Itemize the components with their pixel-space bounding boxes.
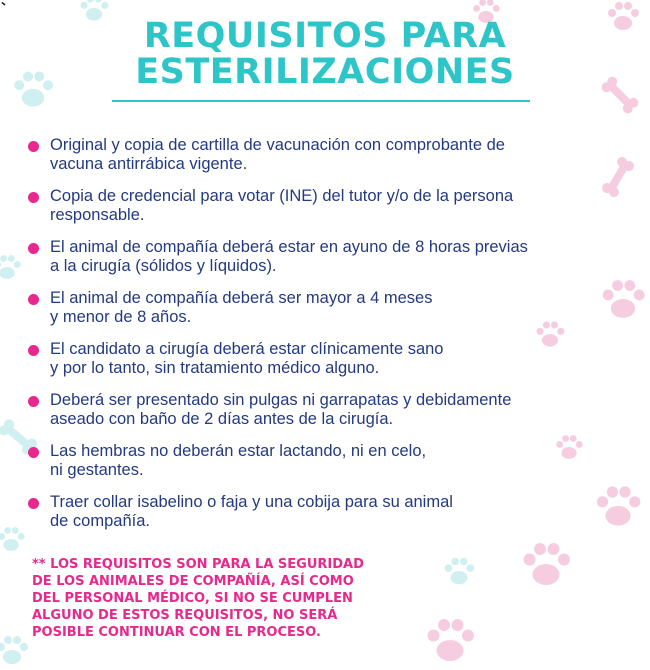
note-line: ALGUNO DE ESTOS REQUISITOS, NO SERÁ	[32, 608, 338, 623]
list-item	[28, 442, 628, 480]
dashed-curve	[0, 0, 10, 20]
safety-note	[32, 556, 432, 641]
list-item	[28, 340, 628, 378]
list-item	[28, 238, 628, 276]
title-line-1: REQUISITOS PARA	[143, 16, 507, 56]
bullet-icon	[28, 192, 39, 203]
paw-print-icon	[0, 250, 24, 284]
item-line: Traer collar isabelino o faja y una cobija para su animal	[50, 493, 453, 511]
list-item	[28, 136, 628, 174]
note-line: DE LOS ANIMALES DE COMPAÑÍA, ASÍ COMO	[32, 574, 354, 589]
list-item	[28, 391, 628, 429]
note-line: ** LOS REQUISITOS SON PARA LA SEGURIDAD	[32, 557, 364, 572]
bullet-icon	[28, 447, 39, 458]
item-line: vacuna antirrábica vigente.	[50, 155, 248, 173]
item-line: El animal de compañía deberá ser mayor a 4 meses	[50, 289, 433, 307]
item-line: y menor de 8 años.	[50, 308, 192, 326]
bullet-icon	[28, 345, 39, 356]
item-line: Deberá ser presentado sin pulgas ni garrapatas y debidamente	[50, 391, 512, 409]
bullet-icon	[28, 396, 39, 407]
item-line: y por lo tanto, sin tratamiento médico alguno.	[50, 359, 380, 377]
item-line: de compañía.	[50, 512, 150, 530]
item-line: a la cirugía (sólidos y líquidos).	[50, 257, 277, 275]
list-item	[28, 187, 628, 225]
list-item	[28, 493, 628, 531]
bullet-icon	[28, 243, 39, 254]
title-underline	[112, 100, 530, 102]
title-line-2: ESTERILIZACIONES	[135, 52, 515, 92]
page-title	[0, 18, 650, 90]
paw-print-icon	[0, 522, 28, 556]
item-line: Original y copia de cartilla de vacunación con comprobante de	[50, 136, 505, 154]
note-line: DEL PERSONAL MÉDICO, SI NO SE CUMPLEN	[32, 591, 353, 606]
item-line: aseado con baño de 2 días antes de la cirugía.	[50, 410, 394, 428]
bullet-icon	[28, 498, 39, 509]
requirements-list	[28, 136, 628, 531]
item-line: responsable.	[50, 206, 145, 224]
paw-print-icon	[516, 534, 576, 594]
bullet-icon	[28, 141, 39, 152]
paw-print-icon	[0, 630, 32, 670]
item-line: El candidato a cirugía deberá estar clínicamente sano	[50, 340, 444, 358]
paw-print-icon	[440, 552, 478, 590]
bullet-icon	[28, 294, 39, 305]
item-line: El animal de compañía deberá estar en ayuno de 8 horas previas	[50, 238, 528, 256]
item-line: ni gestantes.	[50, 461, 144, 479]
item-line: Las hembras no deberán estar lactando, ni en celo,	[50, 442, 427, 460]
note-line: POSIBLE CONTINUAR CON EL PROCESO.	[32, 625, 321, 640]
list-item	[28, 289, 628, 327]
item-line: Copia de credencial para votar (INE) del tutor y/o de la persona	[50, 187, 514, 205]
